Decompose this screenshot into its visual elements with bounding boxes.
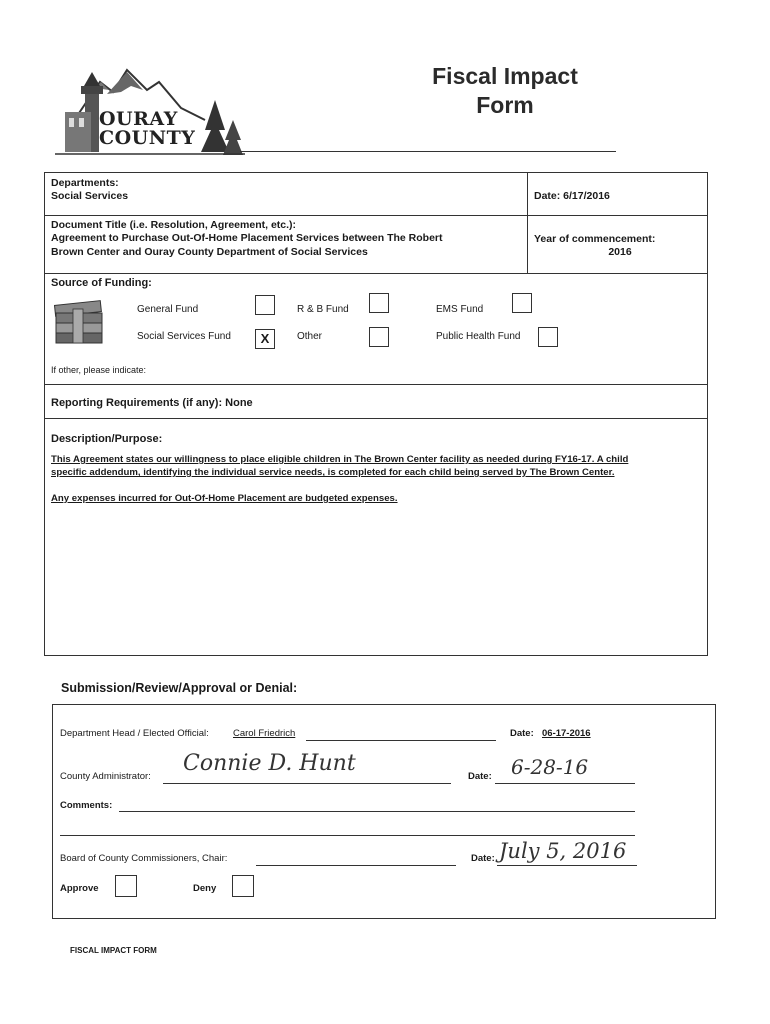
money-stack-icon <box>53 299 105 349</box>
row-divider <box>45 418 707 419</box>
county-admin-label: County Administrator: <box>60 771 151 782</box>
other-fund-label: Other <box>297 331 323 342</box>
public-health-fund-checkbox[interactable] <box>538 327 558 347</box>
approve-label: Approve <box>60 883 99 894</box>
source-of-funding-label: Source of Funding: <box>51 277 152 289</box>
social-services-fund-checkbox[interactable]: X <box>255 329 275 349</box>
description-text <box>51 453 701 505</box>
comments-line-2[interactable] <box>60 835 635 836</box>
reporting-requirements: Reporting Requirements (if any): None <box>51 397 253 409</box>
departments-value: Social Services <box>51 190 129 202</box>
form-title <box>400 62 610 120</box>
board-chair-line[interactable] <box>256 865 456 866</box>
if-other-label: If other, please indicate: <box>51 365 147 375</box>
rb-fund-label: R & B Fund <box>297 304 349 315</box>
dept-head-date-label: Date: <box>510 728 534 739</box>
deny-label: Deny <box>193 883 217 894</box>
departments-label: Departments: <box>51 177 119 189</box>
social-services-fund-label: Social Services Fund <box>137 331 231 342</box>
document-title-label: Document Title (i.e. Resolution, Agreement, etc.): <box>51 219 297 231</box>
county-admin-date-value[interactable]: 6-28-16 <box>511 755 589 779</box>
approval-section-title: Submission/Review/Approval or Denial: <box>61 681 298 695</box>
general-fund-label: General Fund <box>137 304 199 315</box>
dept-head-date-value[interactable]: 06-17-2016 <box>542 728 591 739</box>
ouray-county-logo <box>55 60 245 160</box>
ems-fund-label: EMS Fund <box>436 304 484 315</box>
logo-text-county: COUNTY <box>99 127 196 149</box>
county-admin-date-line <box>495 783 635 784</box>
description-line1: This Agreement states our willingness to place eligible children in The Brown Center facility as needed during FY16-17. A child <box>51 454 629 465</box>
year-of-commencement-value: 2016 <box>608 246 632 258</box>
description-label: Description/Purpose: <box>51 433 163 445</box>
approve-checkbox[interactable] <box>115 875 137 897</box>
description-line2: specific addendum, identifying the individual service needs, is completed for each child being served by The Brown Center. <box>51 467 615 478</box>
form-date: Date: 6/17/2016 <box>534 190 610 202</box>
board-date-value[interactable]: July 5, 2016 <box>499 839 627 863</box>
dept-head-value[interactable]: Carol Friedrich <box>233 728 296 739</box>
row-divider <box>45 384 707 385</box>
general-fund-checkbox[interactable] <box>255 295 275 315</box>
ems-fund-checkbox[interactable] <box>512 293 532 313</box>
dept-head-label: Department Head / Elected Official: <box>60 728 209 739</box>
other-fund-checkbox[interactable] <box>369 327 389 347</box>
county-admin-signature[interactable]: Connie D. Hunt <box>183 751 356 776</box>
board-date-line <box>497 865 637 866</box>
year-of-commencement-label: Year of commencement: <box>534 233 656 245</box>
fiscal-form-table <box>44 172 708 656</box>
row-divider <box>45 273 707 274</box>
form-title-line1: Fiscal Impact <box>432 63 578 89</box>
form-footer: FISCAL IMPACT FORM <box>70 946 157 955</box>
county-admin-line <box>163 783 451 784</box>
board-chair-label: Board of County Commissioners, Chair: <box>60 853 228 864</box>
comments-label: Comments: <box>60 800 113 811</box>
dept-head-line <box>306 740 496 741</box>
document-title-line1: Agreement to Purchase Out-Of-Home Placement Services between The Robert <box>51 232 443 244</box>
description-para2: Any expenses incurred for Out-Of-Home Placement are budgeted expenses. <box>51 493 398 504</box>
form-title-line2: Form <box>476 92 534 118</box>
logo-text-ouray: OURAY <box>99 108 178 130</box>
comments-line[interactable] <box>119 811 635 812</box>
row-divider <box>45 215 707 216</box>
rb-fund-checkbox[interactable] <box>369 293 389 313</box>
board-date-label: Date: <box>471 853 495 864</box>
approval-box <box>52 704 716 919</box>
column-divider <box>527 173 528 273</box>
deny-checkbox[interactable] <box>232 875 254 897</box>
public-health-fund-label: Public Health Fund <box>436 331 521 342</box>
county-admin-date-label: Date: <box>468 771 492 782</box>
header-rule <box>240 151 616 152</box>
document-title-line2: Brown Center and Ouray County Department of Social Services <box>51 246 368 258</box>
